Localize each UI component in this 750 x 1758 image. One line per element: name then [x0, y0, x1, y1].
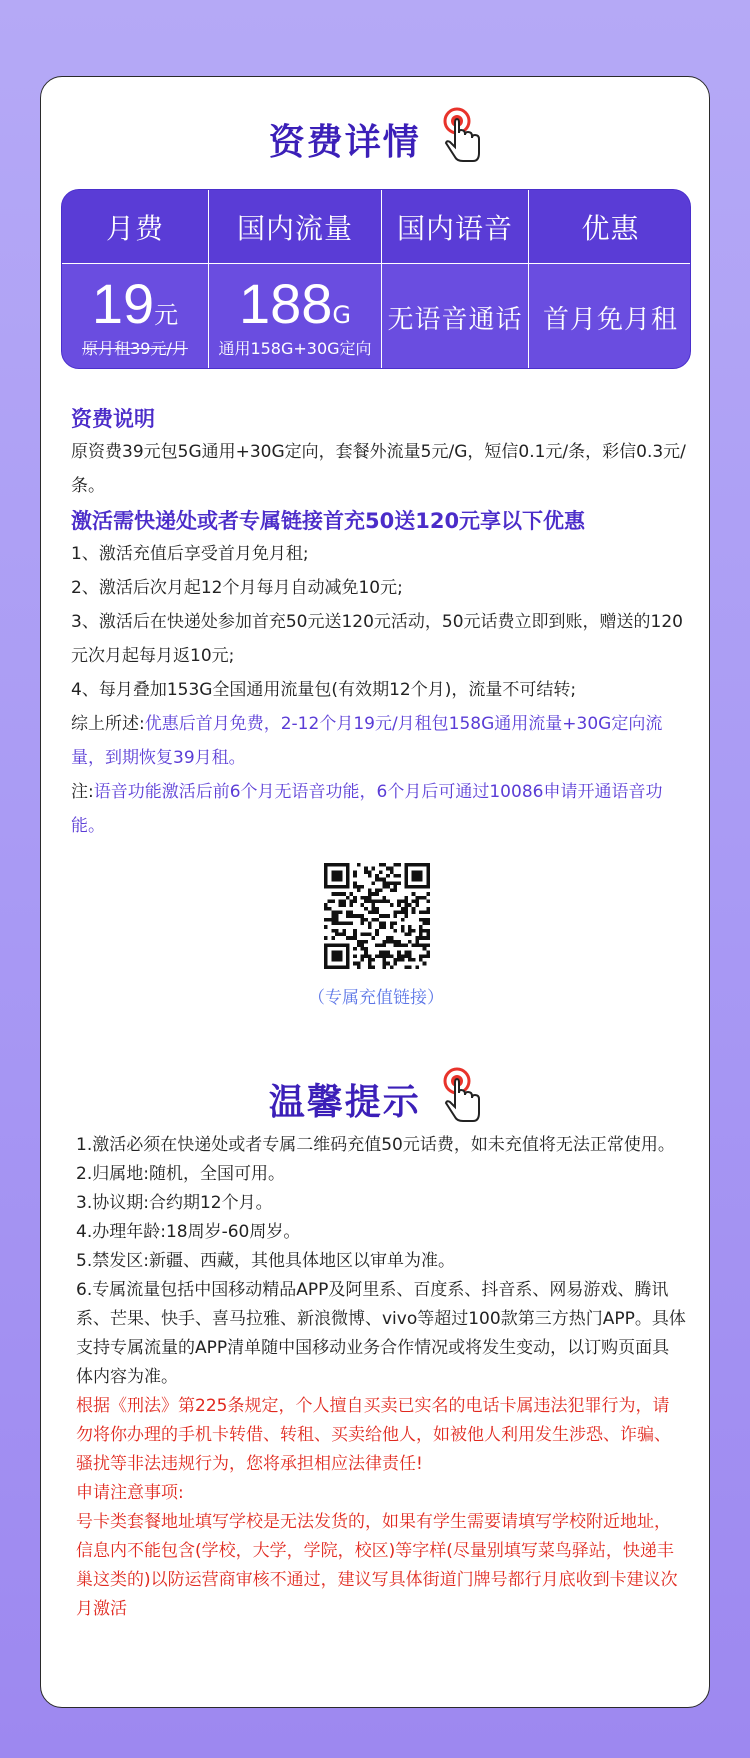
note-text: 语音功能激活后前6个月无语音功能，6个月后可通过10086申请开通语音功能。: [71, 782, 663, 836]
summary: [71, 707, 687, 775]
voice-cell: [382, 264, 529, 369]
notice-label: 申请注意事项:: [76, 1483, 184, 1503]
tip-item: 6.专属流量包括中国移动精品APP及阿里系、百度系、抖音系、网易游戏、腾讯系、芒果、快手、喜马拉雅、新浪微博、vivo等超过100款第三方热门APP。具体支持专属流量的APP清单随中国移动业务合作情况或将发生变动，以订购页面具体内容为准。: [76, 1280, 686, 1387]
promo-cell: [529, 264, 691, 369]
desc-text: 原资费39元包5G通用+30G定向，套餐外流量5元/G，短信0.1元/条，彩信0.3元/条。: [71, 442, 686, 496]
tip-item: 3.协议期:合约期12个月。: [76, 1193, 273, 1213]
fee-original: 原月租39元/月: [82, 338, 188, 358]
header-domestic-data: 国内流量: [209, 190, 382, 264]
header-promotion: 优惠: [529, 190, 691, 264]
plan-card: [40, 76, 710, 1708]
description-block: [71, 403, 687, 843]
fee-cell: [62, 264, 209, 369]
activation-heading: 激活需快递处或者专属链接首充50送120元享以下优惠: [71, 509, 586, 533]
tip-item: 5.禁发区:新疆、西藏，其他具体地区以审单为准。: [76, 1251, 455, 1271]
note: [71, 775, 687, 843]
tips-title-text: 温馨提示: [268, 1082, 421, 1123]
voice-value: 无语音通话: [387, 304, 523, 335]
data-unit: G: [332, 300, 352, 329]
promo-value: 首月免月租: [542, 304, 678, 335]
tip-item: 2.归属地:随机，全国可用。: [76, 1164, 285, 1184]
data-cell: [209, 264, 382, 369]
click-hand-icon: [441, 107, 483, 172]
tips-block: [76, 1131, 686, 1624]
fees-title-text: 资费详情: [268, 122, 421, 163]
list-item: 2、激活后次月起12个月每月自动减免10元;: [71, 578, 403, 598]
click-hand-icon: [441, 1067, 483, 1132]
summary-text: 优惠后首月免费，2-12个月19元/月租包158G通用流量+30G定向流量，到期恢复39月租。: [71, 714, 663, 768]
list-item: 4、每月叠加153G全国通用流量包(有效期12个月)，流量不可结转;: [71, 680, 577, 700]
pricing-table: [61, 189, 691, 369]
note-label: 注:: [71, 782, 94, 802]
legal-warning: 根据《刑法》第225条规定，个人擅自买卖已实名的电话卡属违法犯罪行为，请勿将你办理的手机卡转借、转租、买卖给他人，如被他人利用发生涉恐、诈骗、骚扰等非法违规行为，您将承担相应法律责任!: [76, 1396, 671, 1474]
recharge-link-caption[interactable]: （专属充值链接）: [308, 988, 444, 1008]
list-item: 1、激活充值后享受首月免月租;: [71, 544, 309, 564]
fee-value: 19: [91, 271, 155, 335]
section-title-tips: [41, 1067, 711, 1132]
fee-unit: 元: [154, 300, 179, 329]
section-title-fees: [41, 107, 711, 172]
header-domestic-voice: 国内语音: [382, 190, 529, 264]
desc-heading: 资费说明: [71, 407, 155, 431]
recharge-qr-code[interactable]: [324, 863, 430, 969]
list-item: 3、激活后在快递处参加首充50元送120元活动，50元话费立即到账，赠送的120元次月起每月返10元;: [71, 612, 683, 666]
tip-item: 4.办理年龄:18周岁-60周岁。: [76, 1222, 301, 1242]
notice-text: 号卡类套餐地址填写学校是无法发货的，如果有学生需要请填写学校附近地址，信息内不能包含(学校，大学，学院，校区)等字样(尽量别填写菜鸟驿站，快递丰巢这类的)以防运营商审核不通过，建议写具体街道门牌号都行月底收到卡建议次月激活: [76, 1512, 678, 1619]
data-value: 188: [238, 271, 333, 335]
summary-label: 综上所述:: [71, 714, 145, 734]
tip-item: 1.激活必须在快递处或者专属二维码充值50元话费，如未充值将无法正常使用。: [76, 1135, 675, 1155]
header-monthly-fee: 月费: [62, 190, 209, 264]
data-sub: 通用158G+30G定向: [218, 338, 372, 358]
